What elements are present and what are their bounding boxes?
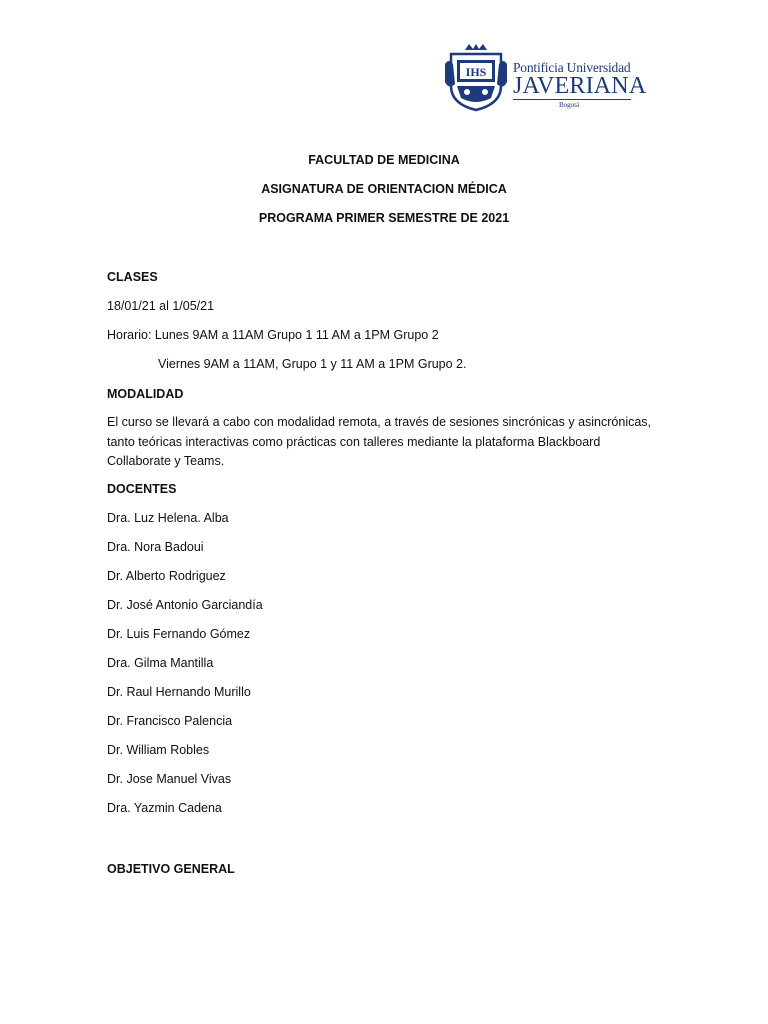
logo-line-3: Bogotá xyxy=(559,101,580,109)
modalidad-text: El curso se llevará a cabo con modalidad remota, a través de sesiones sincrónicas y asincrónicas, tanto teóricas interactivas como prácticas con talleres mediante la plataforma Blackboard Collaborate y Teams. xyxy=(107,415,652,468)
crest-icon xyxy=(443,44,509,112)
logo-line-2: JAVERIANA xyxy=(513,73,647,99)
university-logo xyxy=(443,44,647,112)
docente-item: Dra. Gilma Mantilla xyxy=(107,656,214,670)
docente-item: Dr. Alberto Rodriguez xyxy=(107,569,226,583)
docente-item: Dr. Francisco Palencia xyxy=(107,714,233,728)
section-title-objetivo: OBJETIVO GENERAL xyxy=(107,862,235,876)
section-title-docentes: DOCENTES xyxy=(107,482,177,496)
heading-asignatura: ASIGNATURA DE ORIENTACION MÉDICA xyxy=(261,182,507,196)
clases-horario-2: Viernes 9AM a 11AM, Grupo 1 y 11 AM a 1PM Grupo 2. xyxy=(158,357,467,371)
heading-facultad: FACULTAD DE MEDICINA xyxy=(308,153,460,167)
docente-item: Dra. Luz Helena. Alba xyxy=(107,511,229,525)
docente-item: Dr. William Robles xyxy=(107,743,210,757)
section-title-modalidad: MODALIDAD xyxy=(107,387,184,401)
heading-programa: PROGRAMA PRIMER SEMESTRE DE 2021 xyxy=(258,211,510,225)
docente-item: Dr. Jose Manuel Vivas xyxy=(107,772,232,786)
logo-divider xyxy=(513,99,631,100)
docente-item: Dra. Yazmin Cadena xyxy=(107,801,222,815)
clases-dates: 18/01/21 al 1/05/21 xyxy=(107,299,215,313)
logo-line-1: Pontificia Universidad xyxy=(513,60,631,75)
docente-item: Dr. José Antonio Garciandía xyxy=(107,598,263,612)
docente-item: Dra. Nora Badoui xyxy=(107,540,204,554)
docente-item: Dr. Luis Fernando Gómez xyxy=(107,627,251,641)
clases-horario-1: Horario: Lunes 9AM a 11AM Grupo 1 11 AM a 1PM Grupo 2 xyxy=(107,328,439,342)
seal-text: IHS xyxy=(465,65,487,79)
docente-item: Dr. Raul Hernando Murillo xyxy=(107,685,251,699)
section-title-clases: CLASES xyxy=(107,270,158,284)
